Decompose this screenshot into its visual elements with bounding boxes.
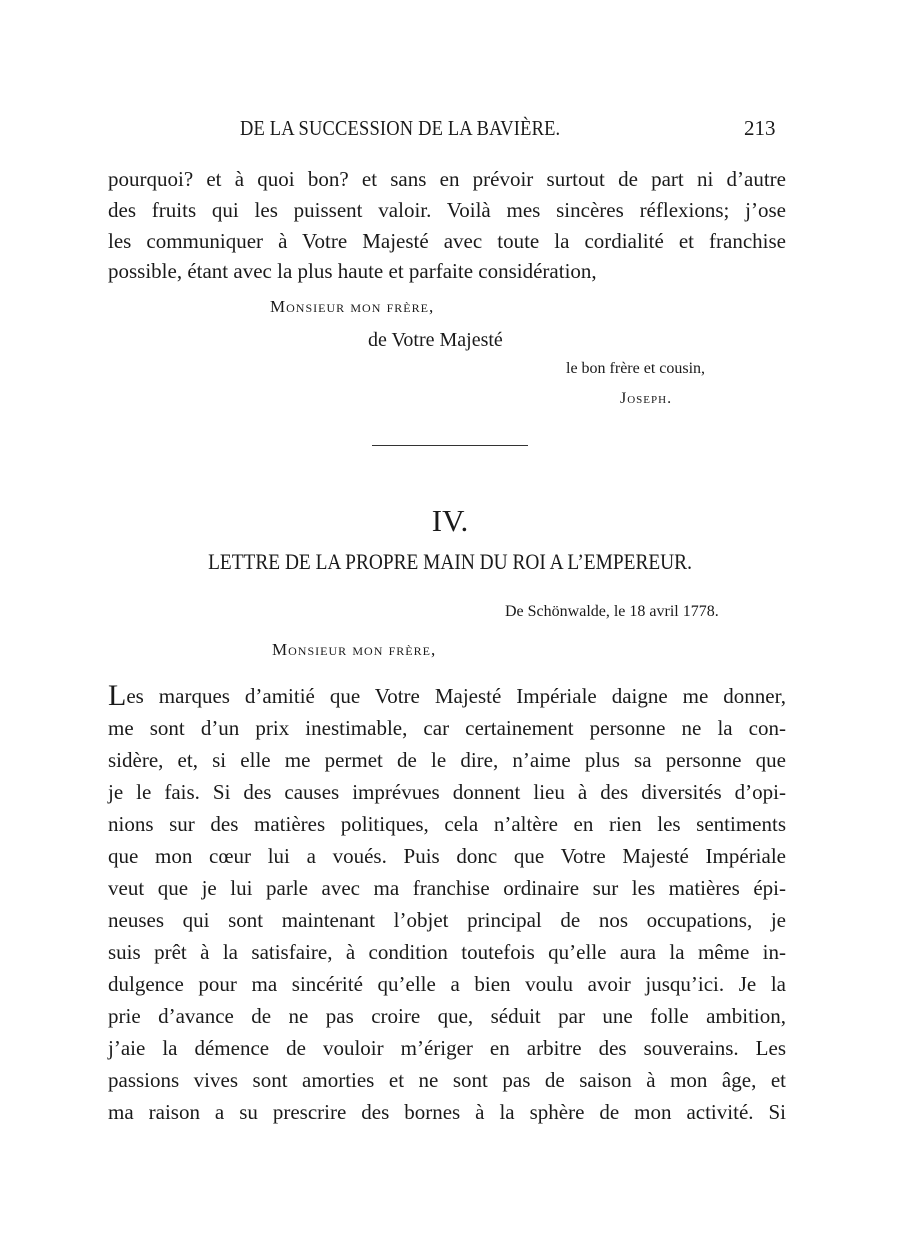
text-line: possible, étant avec la plus haute et parfaite considération, (108, 259, 597, 283)
text-line: sidère, et, si elle me permet de le dire, n’aime plus sa personne que (108, 748, 786, 772)
text-line: je le fais. Si des causes imprévues donnent lieu à des diversités d’opi- (108, 780, 786, 804)
section-title: LETTRE DE LA PROPRE MAIN DU ROI A L’EMPEREUR. (208, 549, 692, 574)
running-header: DE LA SUCCESSION DE LA BAVIÈRE. (240, 116, 561, 140)
text-line: des fruits qui les puissent valoir. Voilà mes sincères réflexions; j’ose (108, 198, 786, 222)
text-line: nions sur des matières politiques, cela n’altère en rien les sentiments (108, 812, 786, 836)
text-line: passions vives sont amorties et ne sont pas de saison à mon âge, et (108, 1068, 786, 1092)
text-line: que mon cœur lui a voués. Puis donc que Votre Majesté Impériale (108, 844, 786, 868)
drop-cap: L (108, 679, 127, 712)
section-divider (372, 445, 528, 446)
text-line: veut que je lui parle avec ma franchise ordinaire sur les matières épi- (108, 876, 786, 900)
salutation: Monsieur mon frère, (270, 297, 435, 316)
salutation: Monsieur mon frère, (272, 640, 437, 659)
section-number: IV. (431, 503, 469, 538)
closing-line: le bon frère et cousin, (566, 360, 706, 377)
closing-line: de Votre Majesté (368, 329, 503, 351)
text-line: dulgence pour ma sincérité qu’elle a bien voulu avoir jusqu’ici. Je la (108, 972, 786, 996)
text-line: les communiquer à Votre Majesté avec toute la cordialité et franchise (108, 229, 786, 253)
text-line: me sont d’un prix inestimable, car certainement personne ne la con- (108, 716, 786, 740)
text-line: j’aie la démence de vouloir m’ériger en arbitre des souverains. Les (108, 1036, 786, 1060)
text-line-rest: es marques d’amitié que Votre Majesté Impériale daigne me donner, (126, 684, 786, 708)
page-number: 213 (744, 116, 776, 140)
text-line: pourquoi? et à quoi bon? et sans en prévoir surtout de part ni d’autre (108, 167, 786, 191)
text-line: ma raison a su prescrire des bornes à la sphère de mon activité. Si (108, 1100, 786, 1124)
text-line: prie d’avance de ne pas croire que, séduit par une folle ambition, (108, 1004, 786, 1028)
text-line (108, 681, 786, 711)
signature: Joseph. (620, 390, 673, 407)
text-line: neuses qui sont maintenant l’objet principal de nos occupations, je (108, 908, 786, 932)
letter-date: De Schönwalde, le 18 avril 1778. (505, 603, 719, 620)
text-line: suis prêt à la satisfaire, à condition toutefois qu’elle aura la même in- (108, 940, 786, 964)
